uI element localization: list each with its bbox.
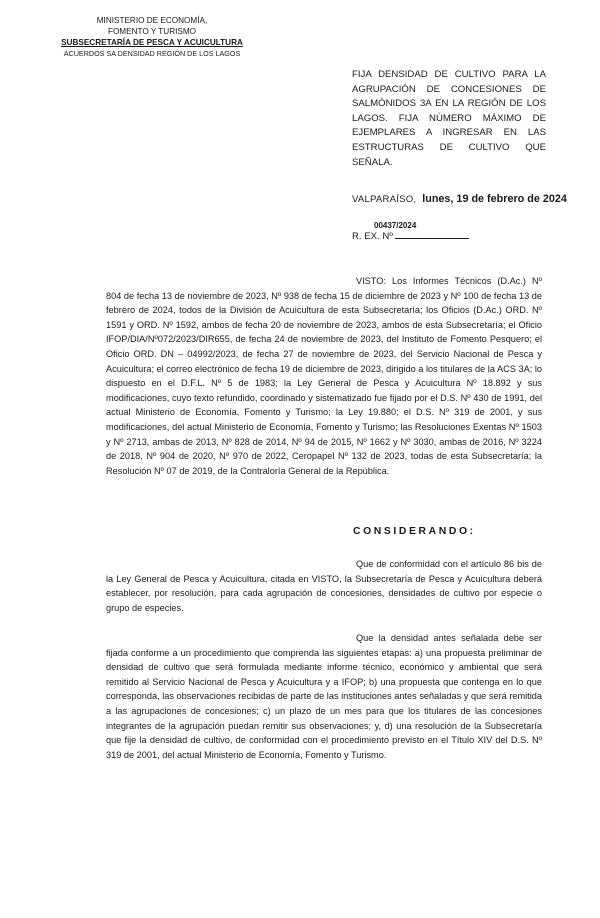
considerando-paragraph-2: Que la densidad antes señalada debe ser fijada conforme a un procedimiento que comprenda las siguientes etapas: a) una propuesta preliminar de densidad de cultivo que será formulada mediante informe técnico, económico y ambiental que será remitido al Servicio Nacional de Pesca y Acuicultura y a IFOP; b) una propuesta que contenga en lo que corresponda, las observaciones recibidas de parte de las instituciones antes señaladas y que será remitida a las agrupaciones de concesiones; c) un plazo de un mes para que los titulares de las concesiones integrantes de la agrupación puedan remitir sus observaciones; y, d) una resolución de la Subsecretaría que fije la densidad de cultivo, de conformidad con el procedimiento previsto en el Título XIV del D.S. Nº 319 de 2001, del actual Ministerio de Economía, Fomento y Turismo. — [106, 633, 542, 760]
division-name: ACUERDOS SA DENSIDAD REGIÓN DE LOS LAGOS — [63, 49, 241, 58]
resolution-heading: FIJA DENSIDAD DE CULTIVO PARA LA AGRUPACIÓN DE CONCESIONES DE SALMÓNIDOS 3A EN LA REGIÓN DE LOS LAGOS. FIJA NÚMERO MÁXIMO DE EJEMPLARES A INGRESAR EN LAS ESTRUCTURAS DE CULTIVO QUE SEÑALA. — [352, 69, 546, 168]
visto-paragraph: VISTO: Los Informes Técnicos (D.Ac.) Nº 804 de fecha 13 de noviembre de 2023, Nº 938 de fecha 15 de diciembre de 2023 y Nº 100 de fecha 13 de febrero de 2024, todos de la División de Acuicultura de esta Subsecretaría; los Oficios (D.Ac.) ORD. Nº 1591 y ORD. Nº 1592, ambos de fecha 20 de noviembre de 2023, ambos de esta Subsecretaría; el Oficio IFOP/DIA/Nº072/2023/DIR655, de fecha 24 de noviembre de 2023, del Instituto de Fomento Pesquero; el Oficio ORD. DN – 04992/2023, de fecha 27 de noviembre de 2023, del Servicio Nacional de Pesca y Acuicultura; el correo electrónico de fecha 19 de diciembre de 2023, dirigido a los titulares de la ACS 3A; lo dispuesto en el D.F.L. Nº 5 de 1983; la Ley General de Pesca y Acuicultura Nº 18.892 y sus modificaciones, cuyo texto refundido, coordinado y sistematizado fue fijado por el D.S. Nº 430 de 1991, del actual Ministerio de Economía, Fomento y Turismo; la Ley 19.880; el D.S. Nº 319 de 2001, y sus modificaciones, del actual Ministerio de Economía, Fomento y Turismo; las Resoluciones Exentas Nº 1503 y Nº 2713, ambas de 2013, Nº 828 de 2014, Nº 94 de 2015, Nº 1662 y Nº 3030, ambas de 2016, Nº 3224 de 2018, Nº 904 de 2020, Nº 970 de 2022, Ceropapel Nº 132 de 2023, todas de esta Subsecretaría; la Resolución Nº 07 de 2019, de la Contraloría General de la República. — [106, 276, 542, 476]
considerando-paragraph-1: Que de conformidad con el artículo 86 bis de la Ley General de Pesca y Acuicultura, citada en VISTO, la Subsecretaría de Pesca y Acuicultura deberá establecer, por resolución, para cada agrupación de concesiones, densidades de cultivo por especie o grupo de especies. — [106, 559, 542, 613]
resolution-number-line — [352, 221, 469, 242]
letterhead — [52, 15, 252, 59]
rex-number: 00437/2024 — [374, 221, 417, 230]
ministry-line-2: FOMENTO Y TURISMO — [107, 27, 197, 36]
date-place: VALPARAÍSO, — [352, 194, 417, 205]
considerando-title: CONSIDERANDO: — [353, 526, 476, 537]
subsecretaria-name: SUBSECRETARÍA DE PESCA Y ACUICULTURA — [61, 38, 243, 47]
rex-underline — [395, 230, 469, 239]
date-value: lunes, 19 de febrero de 2024 — [422, 193, 567, 205]
date-line — [352, 193, 567, 205]
rex-label: R. EX. Nº — [352, 231, 393, 242]
ministry-line-1: MINISTERIO DE ECONOMÍA, — [96, 16, 208, 25]
